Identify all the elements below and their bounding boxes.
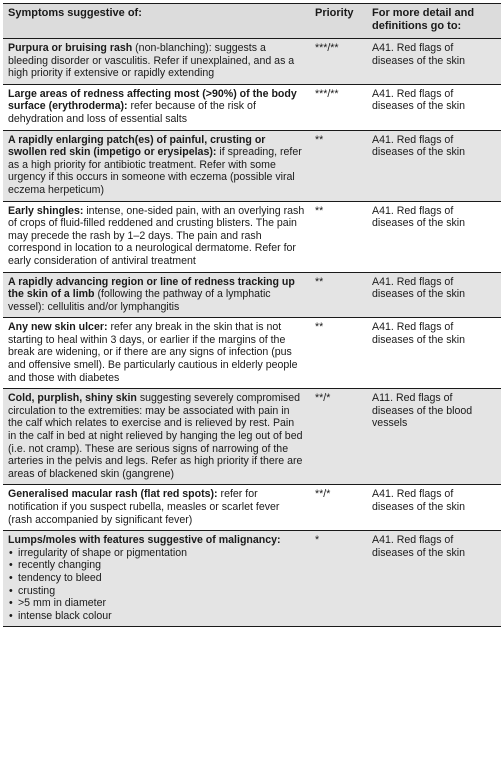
symptom-text: intense, one-sided pain, with an overlying rash of crops of fluid-filled reddened and crusting blisters. The pain may precede the rash by 1–2 days. The pain and rash correspond in location to a neurological dermatome. Refer for early consideration of antiviral treatment (8, 204, 305, 267)
symptom-cell (3, 531, 310, 627)
symptom-cell (3, 39, 310, 85)
header-reference: For more detail and definitions go to: (367, 4, 501, 39)
table-row (3, 84, 501, 130)
table-row (3, 531, 501, 627)
malignancy-features-list (8, 547, 305, 623)
reference-cell: A41. Red flags of diseases of the skin (367, 201, 501, 272)
table-row (3, 201, 501, 272)
symptom-cell (3, 272, 310, 318)
symptom-text: suggesting severely compromised circulation to the extremities: may be associated with pain in the calf which relates to exercise and is relieved by rest. Pain in the calf in bed at night relieved by hanging the leg out of bed (i.e. not cramp). These are serious signs of narrowing of the arteries in the pelvis and legs. Refer as high priority if there are areas of blackened skin (gangrene) (8, 392, 303, 480)
header-priority: Priority (310, 4, 367, 39)
symptom-title: Purpura or bruising rash (8, 42, 133, 54)
priority-cell: ***/** (310, 39, 367, 85)
priority-cell: ** (310, 318, 367, 389)
list-item: • irregularity of shape or pigmentation (8, 547, 305, 560)
symptom-title: A rapidly advancing region or line of redness tracking up the skin of a limb (8, 275, 295, 301)
priority-cell: ** (310, 201, 367, 272)
symptom-cell (3, 84, 310, 130)
priority-cell: ***/** (310, 84, 367, 130)
table-row (3, 130, 501, 201)
symptom-cell (3, 318, 310, 389)
reference-cell: A41. Red flags of diseases of the skin (367, 130, 501, 201)
symptom-cell (3, 130, 310, 201)
priority-cell: ** (310, 272, 367, 318)
symptom-title: Early shingles: (8, 204, 84, 217)
reference-cell: A41. Red flags of diseases of the skin (367, 485, 501, 531)
reference-cell: A41. Red flags of diseases of the skin (367, 84, 501, 130)
reference-cell: A41. Red flags of diseases of the skin (367, 39, 501, 85)
symptom-text: (non-blanching): suggests a bleeding disorder or vasculitis. Refer if unexplained, and as a high priority if extensive or rapidly extending (8, 42, 295, 80)
symptom-text: refer because of the risk of dehydration and loss of essential salts (8, 100, 256, 125)
priority-cell: ** (310, 130, 367, 201)
priority-cell: **/* (310, 485, 367, 531)
reference-cell: A41. Red flags of diseases of the skin (367, 318, 501, 389)
symptom-text: refer any break in the skin that is not starting to heal within 3 days, or earlier if the margins of the break are widening, or if there are any signs of infection (pus and offensive smell). Be particularly cautious in elderly people and those with diabetes (8, 321, 298, 384)
header-row (3, 4, 501, 39)
symptom-text: if spreading, refer as a high priority for antibiotic treatment. Refer with some urgency if this occurs in someone with eczema (possible viral eczema herpeticum) (8, 146, 302, 196)
reference-cell: A11. Red flags of diseases of the blood vessels (367, 389, 501, 485)
priority-cell: **/* (310, 389, 367, 485)
symptom-cell (3, 201, 310, 272)
table-row (3, 318, 501, 389)
reference-cell: A41. Red flags of diseases of the skin (367, 272, 501, 318)
table-row (3, 389, 501, 485)
table-row (3, 485, 501, 531)
red-flags-table (3, 3, 501, 627)
list-item: • intense black colour (8, 610, 305, 623)
symptom-title: Any new skin ulcer: (8, 321, 108, 334)
symptom-text: refer for notification if you suspect rubella, measles or scarlet fever (rash accompanied by significant fever) (8, 488, 280, 526)
list-item: • tendency to bleed (8, 572, 305, 585)
symptom-text: (following the pathway of a lymphatic vessel): cellulitis and/or lymphangitis (8, 288, 271, 313)
symptom-cell (3, 389, 310, 485)
table-row (3, 39, 501, 85)
reference-cell: A41. Red flags of diseases of the skin (367, 531, 501, 627)
table-row (3, 272, 501, 318)
symptom-title: Large areas of redness affecting most (>90%) of the body surface (erythroderma): (8, 87, 297, 113)
header-symptoms: Symptoms suggestive of: (3, 4, 310, 39)
list-item: • crusting (8, 585, 305, 598)
symptom-title: Lumps/moles with features suggestive of malignancy: (8, 534, 281, 547)
list-item: • >5 mm in diameter (8, 597, 305, 610)
symptom-title: Cold, purplish, shiny skin (8, 392, 137, 405)
symptom-cell (3, 485, 310, 531)
symptom-title: Generalised macular rash (flat red spots): (8, 488, 218, 501)
priority-cell: * (310, 531, 367, 627)
list-item: • recently changing (8, 559, 305, 572)
symptom-title: A rapidly enlarging patch(es) of painful, crusting or swollen red skin (impetigo or erysipelas): (8, 133, 266, 159)
